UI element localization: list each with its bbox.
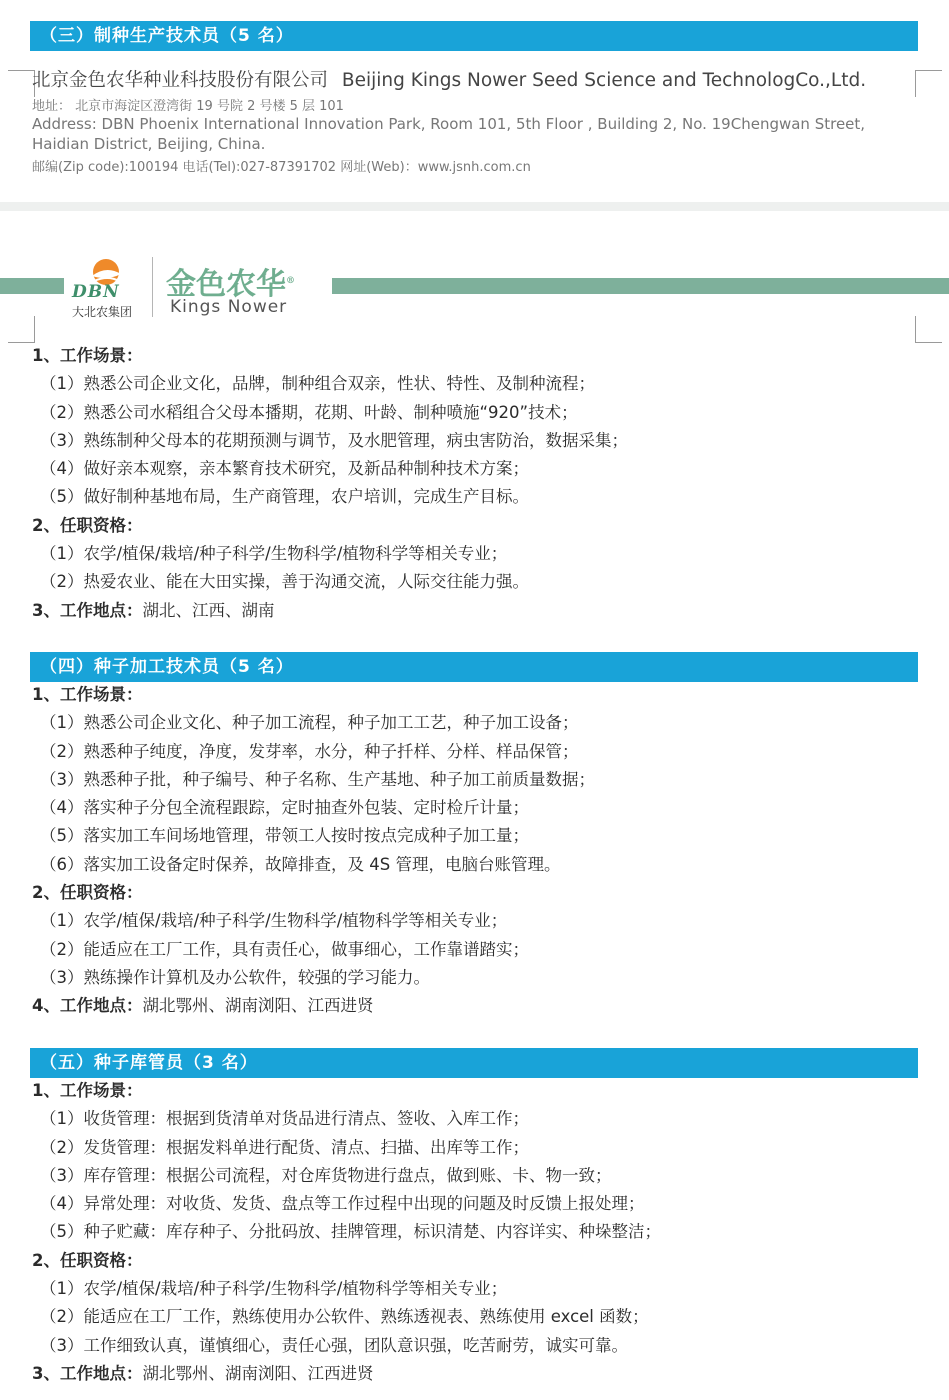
section-title-seed-warehouse: （五）种子库管员（3 名）: [30, 1048, 918, 1078]
list-item: （4）异常处理：对收货、发货、盘点等工作过程中出现的问题及时反馈上报处理；: [40, 1194, 645, 1214]
list-item: （1）熟悉公司企业文化，品牌，制种组合双亲，性状、特性、及制种流程；: [40, 374, 595, 394]
company-logo: [64, 255, 329, 321]
corner-mark: [8, 316, 35, 343]
list-item: （1）熟悉公司企业文化、种子加工流程，种子加工工艺，种子加工设备；: [40, 713, 579, 733]
list-item: （2）能适应在工厂工作，熟练使用办公软件、熟练透视表、熟练使用 excel 函数；: [40, 1307, 649, 1327]
list-item: （2）熟悉种子纯度，净度，发芽率，水分，种子扦样、分样、样品保管；: [40, 741, 579, 761]
list-item: （2）能适应在工厂工作，具有责任心，做事细心，工作靠谱踏实；: [40, 939, 529, 959]
dbn-wordmark: DBN: [72, 282, 120, 302]
list-item: （3）熟悉种子批，种子编号、种子名称、生产基地、种子加工前质量数据；: [40, 769, 595, 789]
list-item: （4）落实种子分包全流程跟踪，定时抽查外包装、定时检斤计量；: [40, 798, 529, 818]
work-location: 3、工作地点：湖北鄂州、湖南浏阳、江西进贤: [32, 1363, 374, 1383]
company-name-en: Beijing Kings Nower Seed Science and TechnologCo.,Ltd.: [341, 70, 867, 91]
logo-divider: [152, 257, 153, 317]
work-location: 4、工作地点：湖北鄂州、湖南浏阳、江西进贤: [32, 996, 374, 1016]
scene-heading: 1、工作场景：: [32, 685, 143, 704]
seed-warehouse-details: [32, 1077, 932, 1388]
qualification-heading: 2、任职资格：: [32, 1250, 143, 1270]
list-item: （2）发货管理：根据发料单进行配货、清点、扫描、出库等工作；: [40, 1137, 529, 1157]
list-item: （3）熟练操作计算机及办公软件，较强的学习能力。: [40, 967, 430, 987]
corner-mark: [915, 316, 942, 343]
list-item: （3）库存管理：根据公司流程，对仓库货物进行盘点，做到账、卡、物一致；: [40, 1165, 612, 1185]
seed-production-details: [32, 342, 932, 625]
list-item: （1）农学/植保/栽培/种子科学/生物科学/植物科学等相关专业；: [40, 544, 508, 564]
seed-processing-details: [32, 681, 932, 1021]
scene-heading: 1、工作场景：: [32, 1081, 143, 1100]
qualification-heading: 2、任职资格：: [32, 883, 143, 903]
green-stripe-right: [332, 278, 949, 294]
section-title-seed-processing: （四）种子加工技术员（5 名）: [30, 652, 918, 682]
list-item: （2）熟悉公司水稻组合父母本播期，花期、叶龄、制种喷施“920”技术；: [40, 402, 578, 422]
list-item: （3）熟练制种父母本的花期预测与调节，及水肥管理，病虫害防治，数据采集；: [40, 430, 628, 450]
brand-name-en: Kings Nower: [170, 297, 288, 317]
list-item: （1）农学/植保/栽培/种子科学/生物科学/植物科学等相关专业；: [40, 1279, 508, 1299]
list-item: （2）热爱农业、能在大田实操，善于沟通交流，人际交往能力强。: [40, 572, 529, 592]
page-divider: [0, 202, 949, 211]
list-item: （5）种子贮藏：库存种子、分批码放、挂牌管理，标识清楚、内容详实、种垛整洁；: [40, 1222, 661, 1242]
scene-heading: 1、工作场景：: [32, 346, 143, 365]
address-cn: 地址： 北京市海淀区澄湾街 19 号院 2 号楼 5 层 101: [32, 99, 344, 114]
list-item: （1）收货管理：根据到货清单对货品进行清点、签收、入库工作；: [40, 1109, 529, 1129]
letterhead-company: [32, 66, 866, 92]
company-name-cn: 北京金色农华种业科技股份有限公司: [32, 70, 329, 91]
list-item: （6）落实加工设备定时保养，故障排查，及 4S 管理，电脑台账管理。: [40, 854, 561, 874]
brand-name-cn: 金色农华®: [166, 267, 295, 302]
corner-mark: [915, 70, 942, 97]
list-item: （5）落实加工车间场地管理，带领工人按时按点完成种子加工量；: [40, 826, 529, 846]
corner-mark: [8, 70, 35, 97]
dbn-group-name: 大北农集团: [72, 305, 133, 319]
list-item: （5）做好制种基地布局，生产商管理，农户培训，完成生产目标。: [40, 487, 529, 507]
list-item: （3）工作细致认真，谨慎细心，责任心强，团队意识强，吃苦耐劳，诚实可靠。: [40, 1335, 628, 1355]
qualification-heading: 2、任职资格：: [32, 515, 143, 535]
section-title-seed-production: （三）制种生产技术员（5 名）: [30, 21, 918, 51]
list-item: （4）做好亲本观察，亲本繁育技术研究，及新品种制种技术方案；: [40, 459, 529, 479]
green-stripe-left: [0, 278, 64, 294]
contact-info: 邮编(Zip code):100194 电话(Tel):027-87391702 网址(Web)：www.jsnh.com.cn: [32, 160, 531, 175]
work-location: 3、工作地点：湖北、江西、湖南: [32, 600, 275, 620]
list-item: （1）农学/植保/栽培/种子科学/生物科学/植物科学等相关专业；: [40, 911, 508, 931]
address-en: Address: DBN Phoenix International Innovation Park, Room 101, 5th Floor , Building 2, No. 19Chengwan Street, Haidian District, Beijing, China.: [32, 115, 866, 153]
